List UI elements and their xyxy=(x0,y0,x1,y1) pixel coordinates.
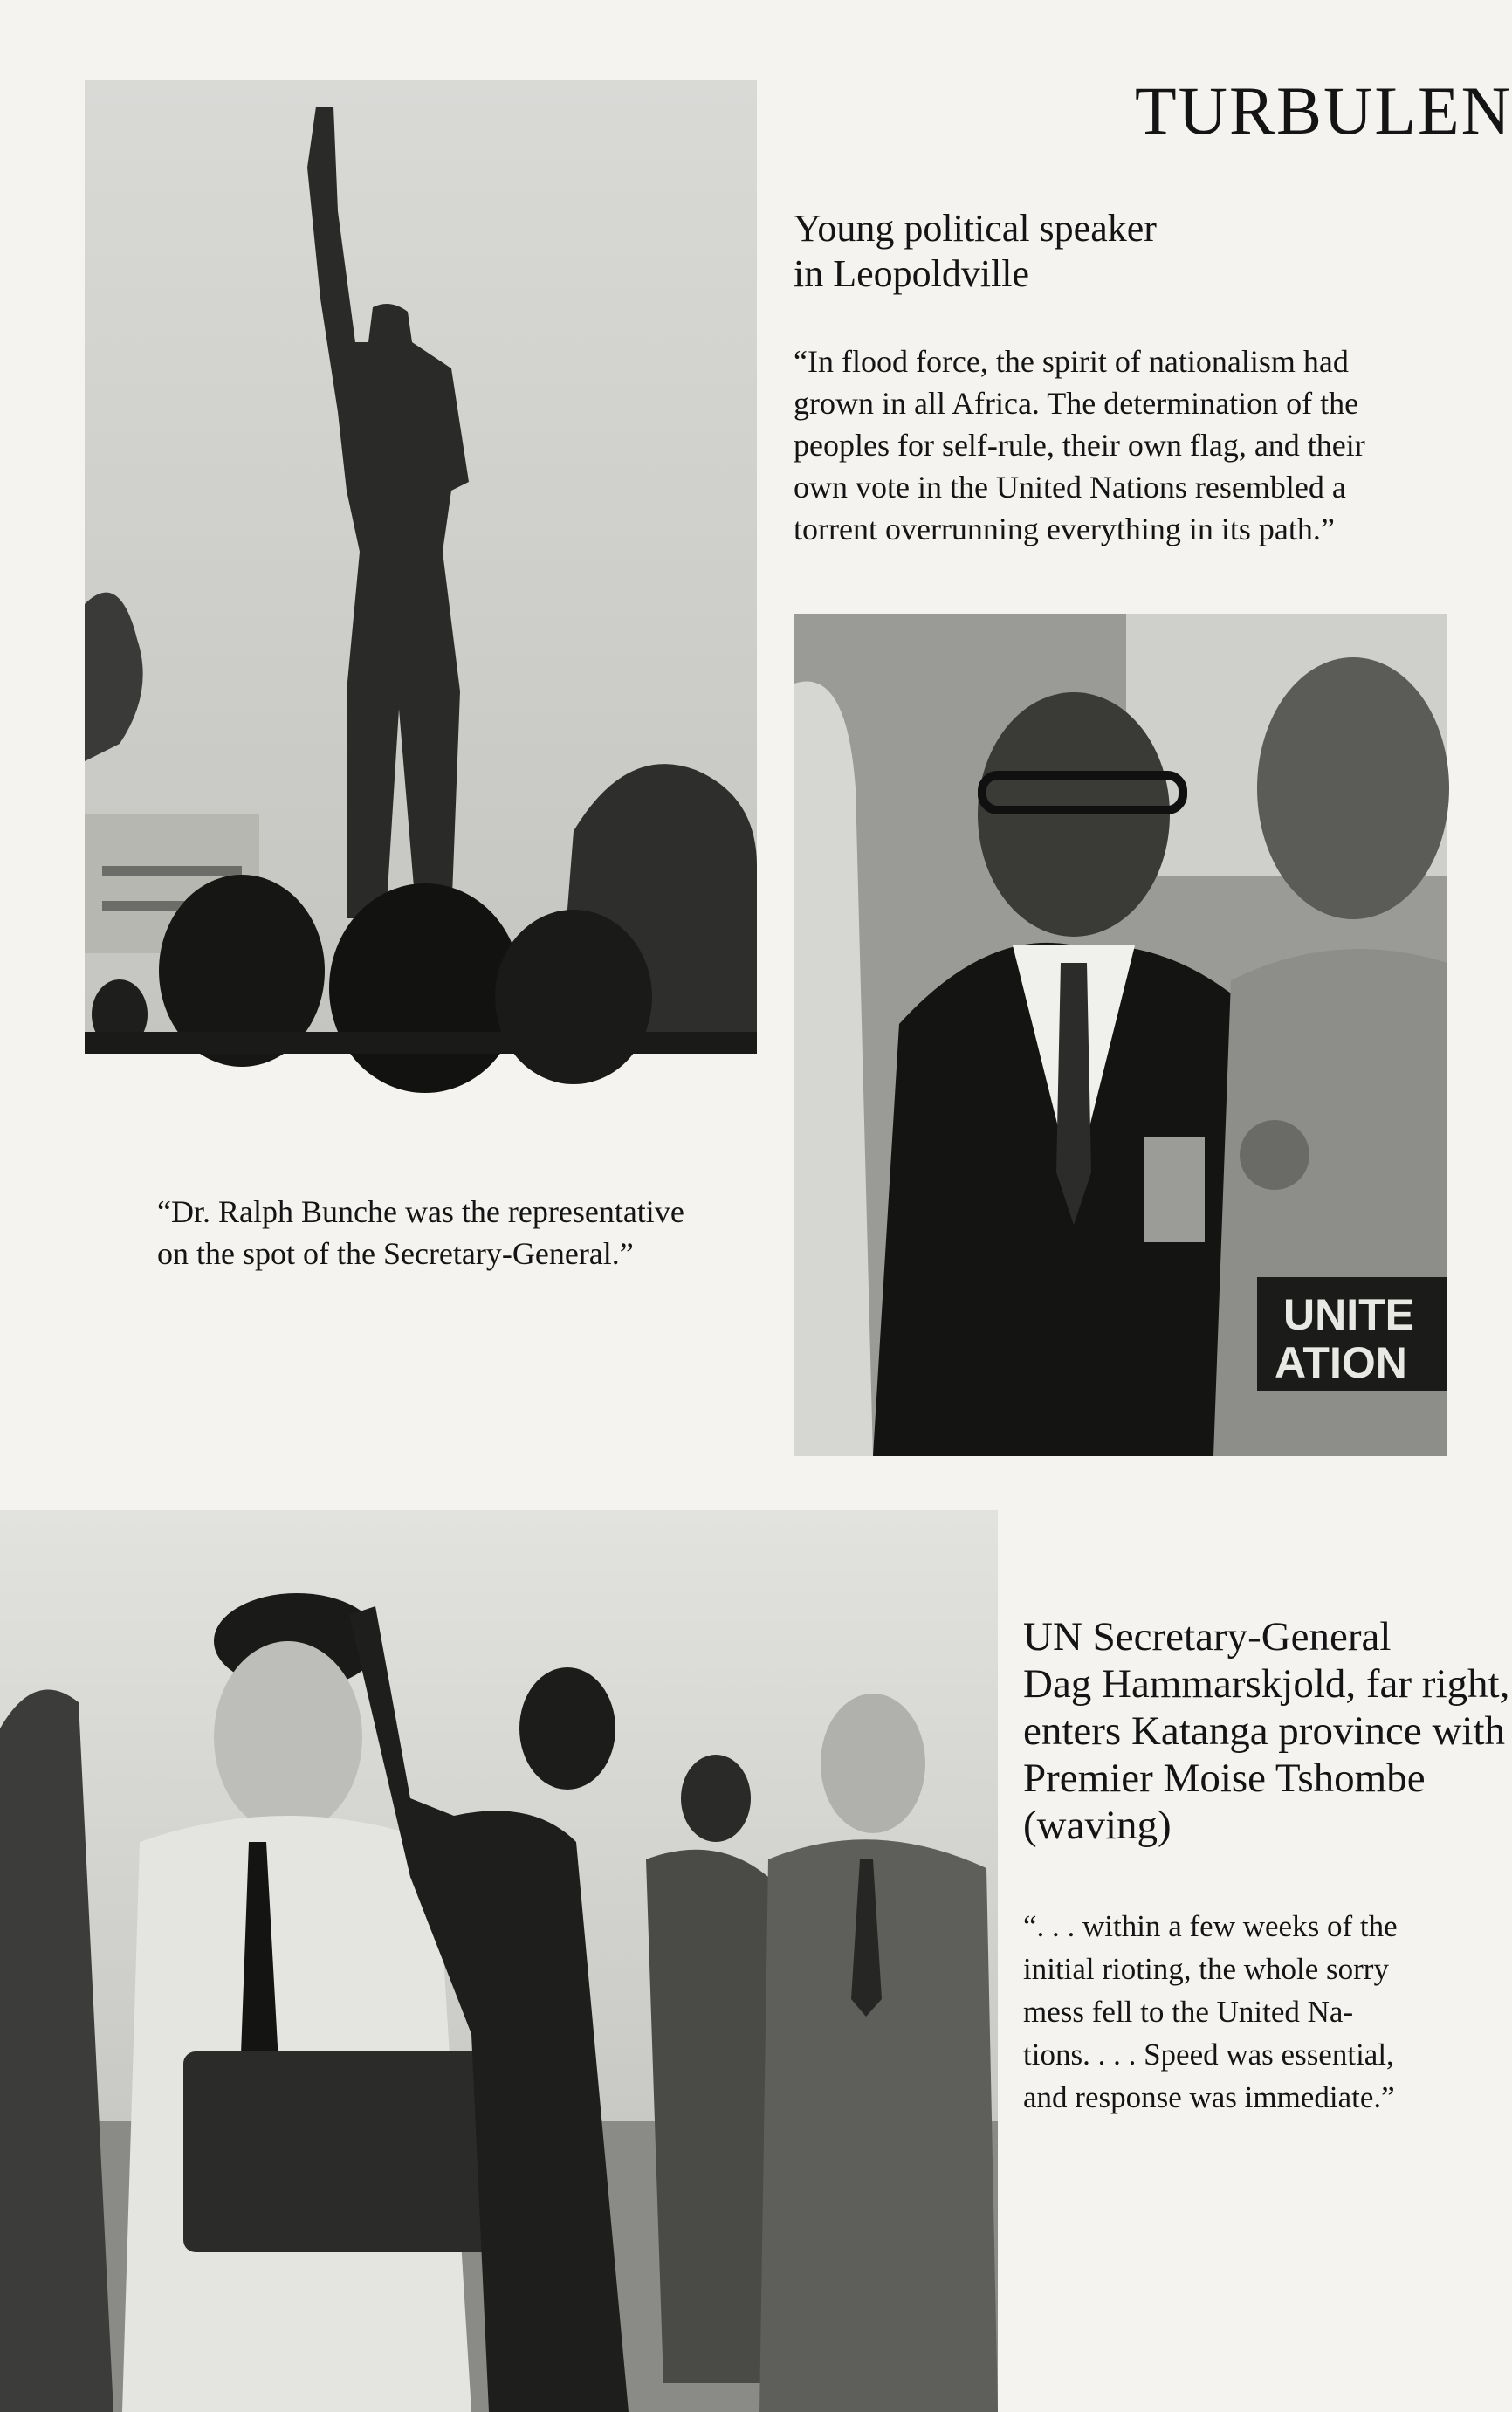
hammarskjold-photo-graphic xyxy=(0,1510,998,2412)
caption-heading-leopoldville xyxy=(794,206,1405,297)
armband-text: ATION xyxy=(1275,1338,1407,1387)
quote-line: “In flood force, the spirit of nationalism had xyxy=(794,344,1349,379)
quote-line: own vote in the United Nations resembled a xyxy=(794,470,1346,505)
caption-heading-line: enters Katanga province with xyxy=(1023,1708,1506,1754)
quote-line: “. . . within a few weeks of the xyxy=(1023,1909,1398,1943)
caption-heading-line: (waving) xyxy=(1023,1803,1172,1848)
speaker-photo-graphic xyxy=(85,80,757,1054)
quote-ralph-bunche xyxy=(157,1191,786,1275)
photo-ralph-bunche xyxy=(794,614,1447,1456)
quote-line: tions. . . . Speed was essential, xyxy=(1023,2037,1394,2072)
photo-hammarskjold-katanga xyxy=(0,1510,998,2412)
quote-line: “Dr. Ralph Bunche was the representative xyxy=(157,1194,684,1229)
caption-heading-hammarskjold xyxy=(1023,1613,1510,1849)
quote-line: and response was immediate.” xyxy=(1023,2080,1395,2114)
quote-line: mess fell to the United Na- xyxy=(1023,1995,1354,2029)
page-title: TURBULEN xyxy=(1135,72,1512,148)
armband-text: UNITE xyxy=(1283,1290,1414,1339)
quote-line: peoples for self-rule, their own flag, and their xyxy=(794,428,1365,463)
caption-heading-line: in Leopoldville xyxy=(794,252,1030,295)
quote-nationalism xyxy=(794,340,1436,550)
bunche-photo-graphic xyxy=(794,614,1447,1456)
quote-line: on the spot of the Secretary-General.” xyxy=(157,1236,634,1271)
caption-heading-line: Dag Hammarskjold, far right, xyxy=(1023,1661,1510,1707)
caption-heading-line: Premier Moise Tshombe xyxy=(1023,1756,1426,1801)
quote-line: torrent overrunning everything in its path.” xyxy=(794,512,1335,546)
photo-political-speaker xyxy=(85,80,757,1054)
caption-heading-line: Young political speaker xyxy=(794,207,1157,250)
caption-heading-line: UN Secretary-General xyxy=(1023,1614,1392,1660)
quote-line: initial rioting, the whole sorry xyxy=(1023,1952,1389,1986)
quote-line: grown in all Africa. The determination of the xyxy=(794,386,1359,421)
quote-united-nations-response xyxy=(1023,1905,1442,2119)
